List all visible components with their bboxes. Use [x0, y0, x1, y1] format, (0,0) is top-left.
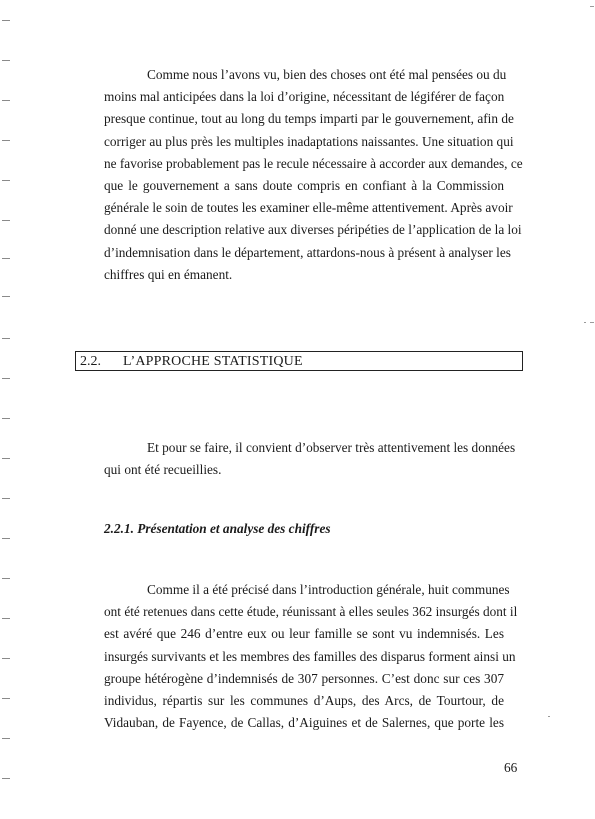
scan-right-edge [589, 0, 595, 819]
text-line: que le gouvernement a sans doute compris en confiant à la Commission [104, 177, 504, 193]
text-line: donné une description relative aux diverses péripéties de l’application de la loi [104, 222, 522, 238]
text-line: groupe hétérogène d’indemnisés de 307 personnes. C’est donc sur ces 307 [104, 670, 504, 686]
text-line: moins mal anticipées dans la loi d’origine, nécessitant de légiférer de façon [104, 89, 505, 105]
paragraph-intro [104, 64, 523, 286]
scan-binding-marks [0, 0, 14, 819]
text-line: corriger au plus près les multiples inadaptations naissantes. Une situation qui [104, 133, 514, 149]
text-line: insurgés survivants et les membres des familles des disparus forment ainsi un [104, 648, 516, 664]
text-line: Vidauban, de Fayence, de Callas, d’Aiguines et de Salernes, que porte les [104, 715, 504, 731]
text-line: est avéré que 246 d’entre eux ou leur famille se sont vu indemnisés. Les [104, 626, 504, 642]
paragraph-transition [104, 437, 516, 481]
scan-speck [548, 716, 550, 717]
scan-speck [584, 322, 586, 323]
text-line: ne favorise probablement pas le recule nécessaire à accorder aux demandes, ce [104, 155, 523, 171]
section-title: L’APPROCHE STATISTIQUE [123, 354, 303, 369]
text-line: qui ont été recueillies. [104, 462, 222, 478]
text-line: presque continue, tout au long du temps imparti par le gouvernement, afin de [104, 111, 514, 127]
text-line: Et pour se faire, il convient d’observer très attentivement les données [147, 440, 516, 455]
page-number: 66 [504, 760, 518, 775]
text-line: Comme nous l’avons vu, bien des choses ont été mal pensées ou du [147, 67, 507, 82]
text-line: d’indemnisation dans le département, attardons-nous à présent à analyser les [104, 244, 511, 260]
subsection-heading: 2.2.1. Présentation et analyse des chiffres [104, 521, 331, 536]
text-line: individus, répartis sur les communes d’Aups, des Arcs, de Tourtour, de [104, 692, 504, 708]
text-line: chiffres qui en émanent. [104, 266, 233, 282]
section-heading-box [75, 351, 523, 371]
text-line: ont été retenues dans cette étude, réunissant à elles seules 362 insurgés dont il [104, 604, 518, 620]
text-line: générale le soin de toutes les examiner elle-même attentivement. Après avoir [104, 200, 513, 216]
paragraph-body [104, 579, 518, 734]
text-line: Comme il a été précisé dans l’introduction générale, huit communes [147, 582, 510, 597]
section-number: 2.2. [80, 354, 101, 369]
